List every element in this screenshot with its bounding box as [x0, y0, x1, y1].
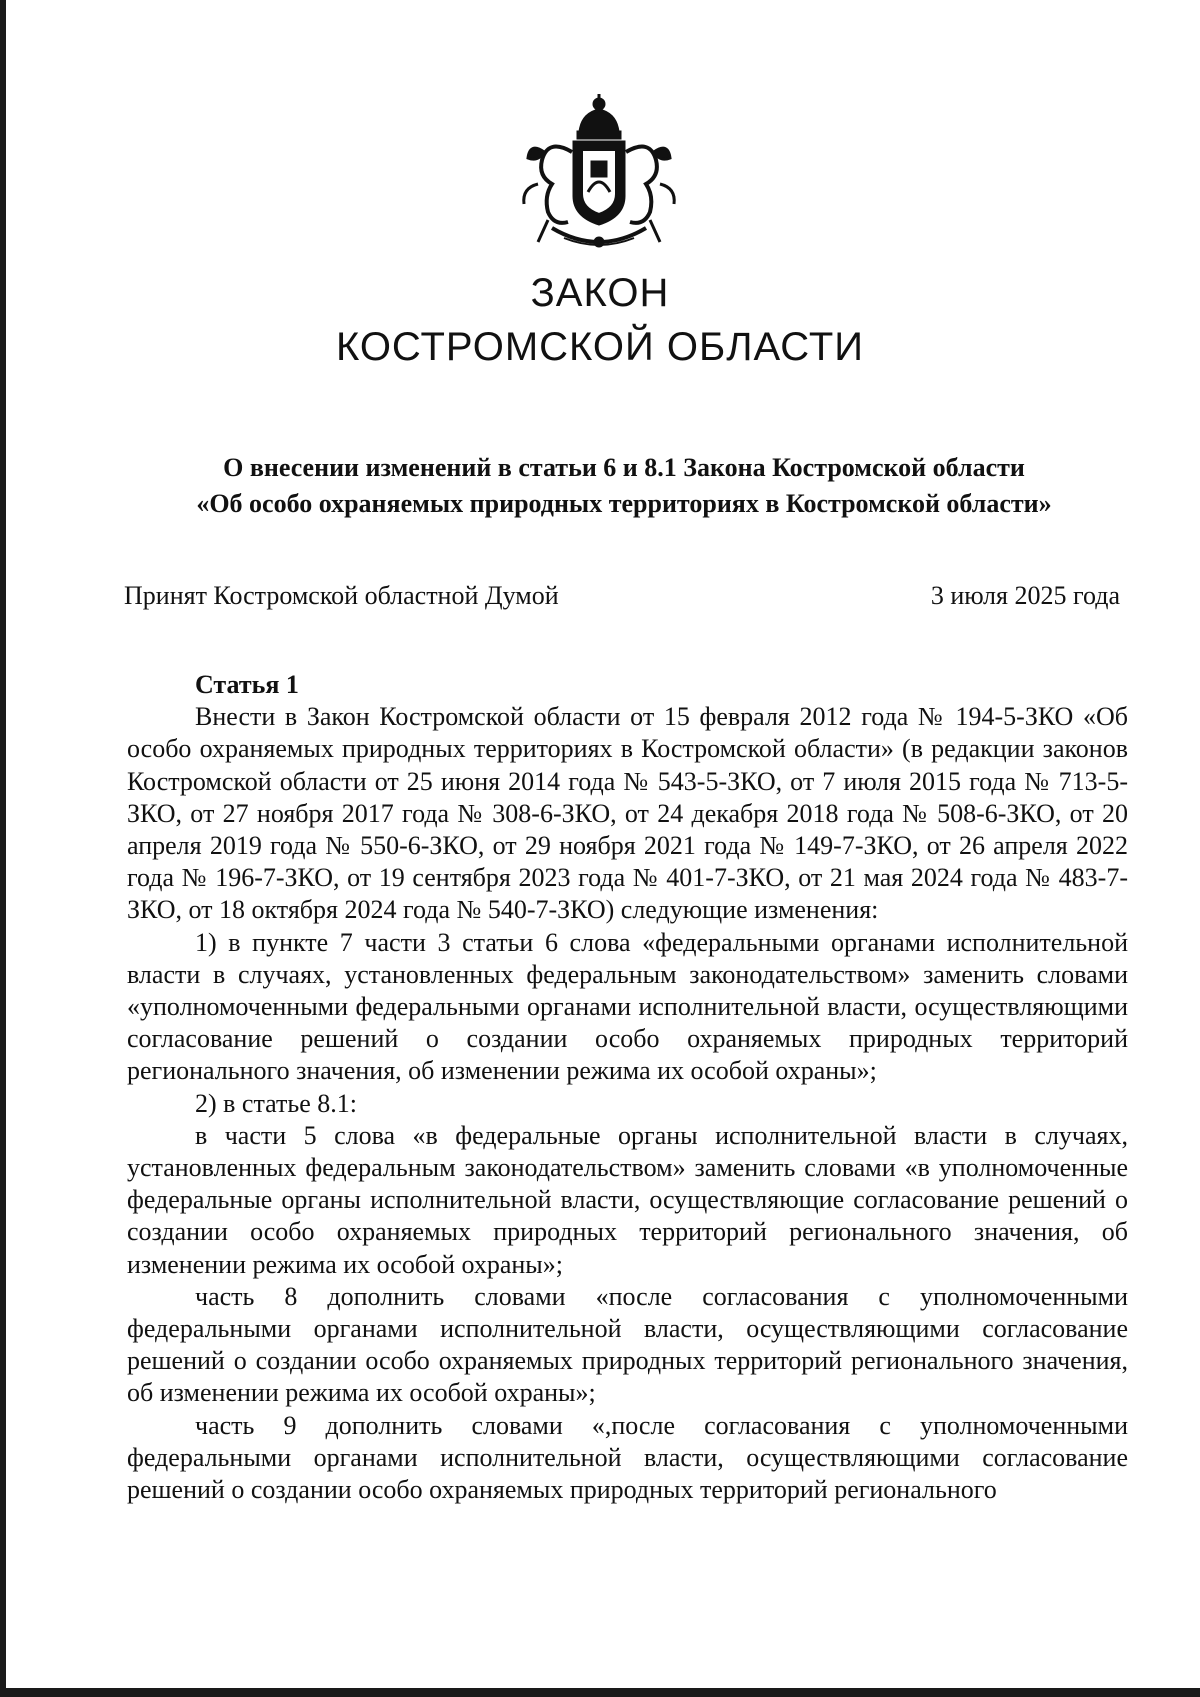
law-title-line2: КОСТРОМСКОЙ ОБЛАСТИ: [335, 325, 865, 369]
law-heading-line1: О внесении изменений в статьи 6 и 8.1 Закона Костромской области: [223, 453, 1025, 482]
paragraph: 1) в пункте 7 части 3 статьи 6 слова «федеральными органами исполнительной власти в случаях, установленных федеральным законодательством» заменить словами «уполномоченными федеральными органами исполнительной власти, осуществляющими согласование решений о создании особо охраняемых природных территорий регионального значения, об изменении режима их особой охраны»;: [127, 927, 1128, 1086]
paragraph: Внести в Закон Костромской области от 15 февраля 2012 года № 194-5-ЗКО «Об особо охраняемых природных территориях в Костромской области» (в редакции законов Костромской области от 25 июня 2014 года № 543-5-ЗКО, от 7 июля 2015 года № 713-5-ЗКО, от 27 ноября 2017 года № 308-6-ЗКО, от 24 декабря 2018 года № 508-6-ЗКО, от 20 апреля 2019 года № 550-6-ЗКО, от 29 ноября 2021 года № 149-7-ЗКО, от 26 апреля 2022 года № 196-7-ЗКО, от 19 сентября 2023 года № 401-7-ЗКО, от 21 мая 2024 года № 483-7-ЗКО, от 18 октября 2024 года № 540-7-ЗКО) следующие изменения:: [127, 702, 1128, 925]
paragraph: часть 9 дополнить словами «,после согласования с уполномоченными федеральными органами исполнительной власти, осуществляющими согласование решений о создании особо охраняемых природных территорий регионального: [127, 1410, 1128, 1505]
coat-of-arms-emblem: [508, 92, 690, 260]
law-title: [0, 266, 1200, 374]
paragraph: 2) в статье 8.1:: [195, 1088, 358, 1118]
scan-edge-bottom: [0, 1688, 1200, 1697]
law-heading: [120, 450, 1128, 522]
adopted-by: Принят Костромской областной Думой: [124, 581, 559, 610]
law-heading-line2: «Об особо охраняемых природных территориях в Костромской области»: [196, 489, 1052, 518]
adopted-date: 3 июля 2025 года: [930, 581, 1120, 610]
paragraph: часть 8 дополнить словами «после согласования с уполномоченными федеральными органами исполнительной власти, осуществляющими согласование решений о создании особо охраняемых природных территорий регионального значения, об изменении режима их особой охраны»;: [127, 1281, 1128, 1408]
paragraph: в части 5 слова «в федеральные органы исполнительной власти в случаях, установленных федеральным законодательством» заменить словами «в уполномоченные федеральные органы исполнительной власти, осуществляющие согласование решений о создании особо охраняемых природных территорий регионального значения, об изменении режима их особой охраны»;: [127, 1120, 1128, 1279]
document-body: [127, 669, 1128, 1506]
law-title-line1: ЗАКОН: [530, 271, 670, 315]
adoption-line: [124, 578, 1128, 614]
scan-edge-left: [0, 0, 6, 1697]
article-title: Статья 1: [195, 670, 299, 699]
